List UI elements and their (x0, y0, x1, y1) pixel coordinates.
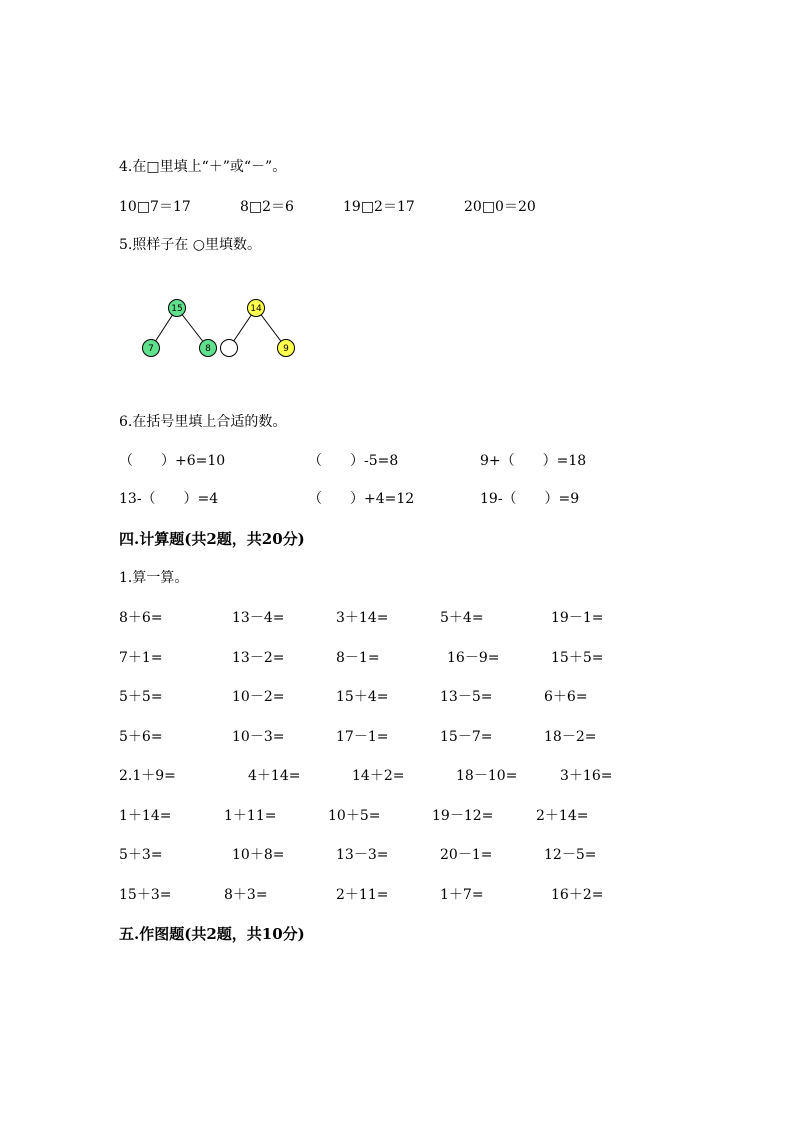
calc-item: 2＋11= (336, 887, 389, 903)
calc-item: 1＋11= (224, 808, 277, 824)
calc-item: 16－9= (447, 650, 500, 666)
calc-item: 10－3= (232, 729, 285, 745)
calc-item: 6＋6= (544, 689, 588, 705)
calc-item: 13－5= (440, 689, 493, 705)
q5-title: 5.照样子在 ○里填数。 (119, 237, 262, 253)
calc-item: 15＋3= (119, 887, 172, 903)
calc-item: 16＋2= (551, 887, 604, 903)
calc-item: 3＋14= (336, 610, 389, 626)
calc-item: 2.1＋9= (119, 768, 176, 784)
calc-item: 10＋5= (328, 808, 381, 824)
bond-left-value: 7 (148, 344, 154, 354)
calc-item: 5＋5= (119, 689, 163, 705)
q6-title: 6.在括号里填上合适的数。 (119, 414, 287, 430)
calc-item: 10－2= (232, 689, 285, 705)
calc-item: 19－1= (551, 610, 604, 626)
calc-item: 19－12= (432, 808, 494, 824)
calc-item: 2＋14= (536, 808, 589, 824)
calc-item: 1＋7= (440, 887, 484, 903)
bond-empty-circle (221, 340, 238, 357)
q6-item: （ ）-5=8 (308, 453, 399, 469)
calc-item: 15＋4= (336, 689, 389, 705)
calc-item: 8－1= (336, 650, 380, 666)
calc-item: 1＋14= (119, 808, 172, 824)
calc-item: 5＋4= (440, 610, 484, 626)
section4-heading: 四.计算题(共2题，共20分) (119, 530, 305, 548)
q6-item: 9+（ ）=18 (480, 453, 587, 469)
calc-item: 8＋3= (224, 887, 268, 903)
calc-item: 5＋3= (119, 847, 163, 863)
calc-item: 4＋14= (248, 768, 301, 784)
section5-heading: 五.作图题(共2题，共10分) (119, 925, 305, 943)
calc-item: 18－2= (544, 729, 597, 745)
bond-top-value: 14 (250, 304, 262, 314)
calc-item: 13－4= (232, 610, 285, 626)
bond-top-value: 15 (171, 304, 183, 314)
calc-item: 5＋6= (119, 729, 163, 745)
q4-item: 19□2＝17 (343, 199, 415, 215)
section4-sub1: 1.算一算。 (119, 570, 189, 586)
q6-item: （ ）+4=12 (308, 491, 415, 507)
calc-item: 10＋8= (232, 847, 285, 863)
number-bond-diagram (130, 290, 310, 370)
calc-item: 15－7= (440, 729, 493, 745)
q4-item: 8□2＝6 (240, 199, 294, 215)
calc-item: 18－10= (456, 768, 518, 784)
bond-right-value: 8 (205, 344, 211, 354)
calc-item: 15＋5= (551, 650, 604, 666)
q6-item: 13-（ ）=4 (119, 491, 219, 507)
q6-item: 19-（ ）=9 (480, 491, 580, 507)
q4-item: 10□7＝17 (119, 199, 191, 215)
calc-item: 12－5= (544, 847, 597, 863)
q6-item: （ ）+6=10 (119, 453, 226, 469)
calc-item: 17－1= (336, 729, 389, 745)
calc-item: 3＋16= (560, 768, 613, 784)
calc-item: 7＋1= (119, 650, 163, 666)
q4-title: 4.在□里填上“＋”或“－”。 (119, 159, 287, 175)
q4-item: 20□0＝20 (464, 199, 536, 215)
calc-item: 13－3= (336, 847, 389, 863)
calc-item: 14＋2= (352, 768, 405, 784)
calc-item: 13－2= (232, 650, 285, 666)
calc-item: 8＋6= (119, 610, 163, 626)
bond-right-value: 9 (283, 344, 289, 354)
calc-item: 20－1= (440, 847, 493, 863)
